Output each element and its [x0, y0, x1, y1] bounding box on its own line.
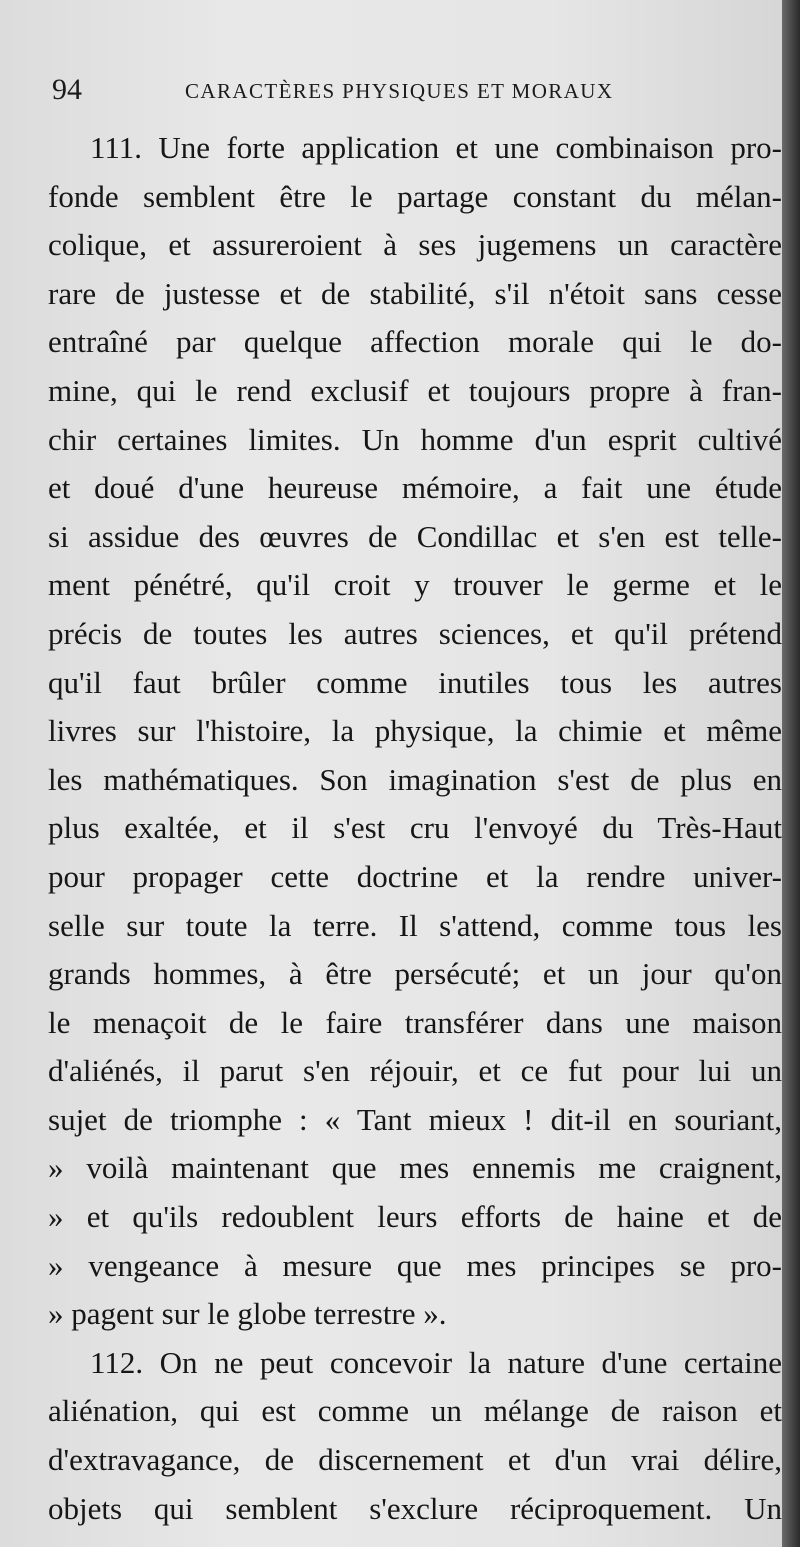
text-line: colique, et assureroient à ses jugemens un caractère	[48, 227, 782, 263]
page-number: 94	[52, 73, 82, 106]
text-line: chir certaines limites. Un homme d'un esprit cultivé	[48, 421, 782, 457]
text-line: et doué d'une heureuse mémoire, a fait une étude	[48, 470, 782, 506]
text-line: 111. Une forte application et une combinaison pro-	[90, 130, 782, 165]
text-line: » vengeance à mesure que mes principes se pro-	[48, 1247, 782, 1283]
text-line: d'aliénés, il parut s'en réjouir, et ce fut pour lui un	[48, 1053, 782, 1089]
text-line: 112. On ne peut concevoir la nature d'une certaine	[90, 1344, 782, 1380]
running-title: CARACTÈRES PHYSIQUES ET MORAUX	[185, 79, 614, 103]
text-line: selle sur toute la terre. Il s'attend, comme tous les	[48, 907, 782, 943]
text-line: plus exaltée, et il s'est cru l'envoyé du Très-Haut	[48, 810, 782, 846]
text-line: le menaçoit de le faire transférer dans une maison	[48, 1004, 782, 1040]
text-line: objets qui semblent s'exclure réciproquement. Un	[48, 1490, 782, 1526]
text-body	[48, 124, 782, 1533]
text-line: qu'il faut brûler comme inutiles tous les autres	[48, 664, 782, 700]
page-header	[52, 70, 742, 110]
text-line: rare de justesse et de stabilité, s'il n'étoit sans cesse	[48, 275, 782, 311]
text-line: les mathématiques. Son imagination s'est de plus en	[48, 761, 782, 797]
text-line: d'extravagance, de discernement et d'un vrai délire,	[48, 1442, 782, 1478]
text-line: entraîné par quelque affection morale qui le do-	[48, 324, 782, 360]
text-line: » et qu'ils redoublent leurs efforts de haine et de	[48, 1199, 782, 1235]
text-line: mine, qui le rend exclusif et toujours propre à fran-	[48, 372, 782, 408]
text-line: aliénation, qui est comme un mélange de raison et	[48, 1393, 782, 1429]
text-line: ment pénétré, qu'il croit y trouver le germe et le	[48, 567, 782, 603]
text-line: » voilà maintenant que mes ennemis me craignent,	[48, 1150, 782, 1186]
text-line: grands hommes, à être persécuté; et un jour qu'on	[48, 956, 782, 992]
text-line: précis de toutes les autres sciences, et qu'il prétend	[48, 615, 782, 651]
text-line: fonde semblent être le partage constant du mélan-	[48, 178, 782, 214]
text-line: sujet de triomphe : « Tant mieux ! dit-il en souriant,	[48, 1101, 782, 1137]
text-line: si assidue des œuvres de Condillac et s'en est telle-	[48, 518, 782, 554]
text-line: » pagent sur le globe terrestre ».	[48, 1296, 447, 1332]
text-line: livres sur l'histoire, la physique, la chimie et même	[48, 713, 782, 749]
text-line: pour propager cette doctrine et la rendre univer-	[48, 858, 782, 894]
book-gutter	[782, 0, 800, 1547]
